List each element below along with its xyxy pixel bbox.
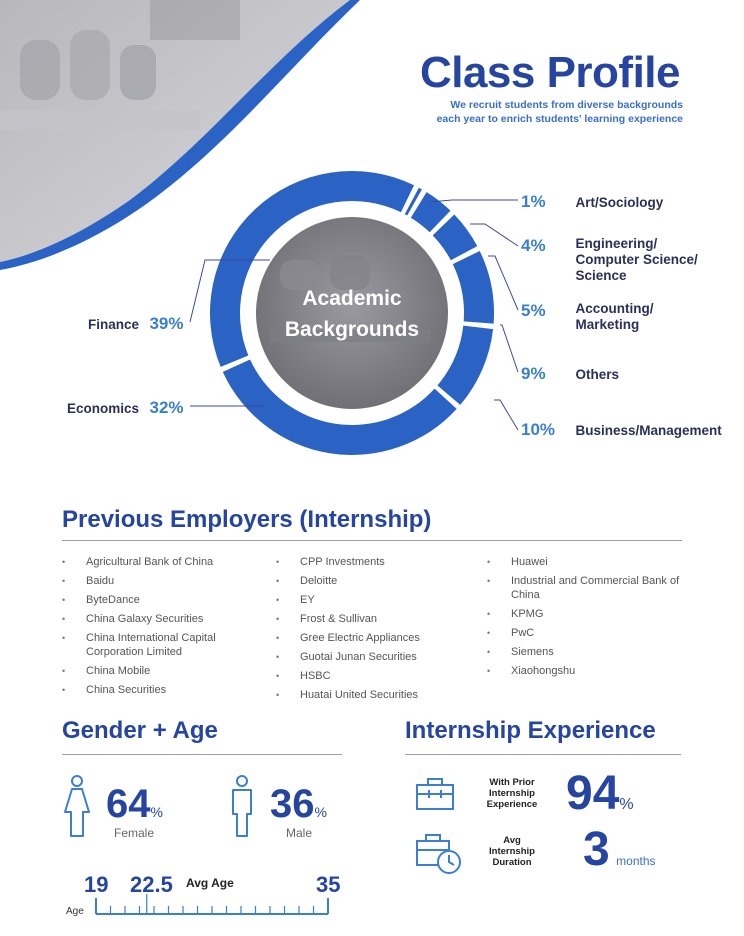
age-avg: 22.5 [130,872,173,897]
label-line: Internship [489,846,535,857]
label-line: Avg [503,835,521,846]
employers-title: Previous Employers (Internship) [62,506,432,533]
employer-item: • PwC [487,626,687,640]
category-line: Science [575,268,627,283]
pct-value: 5% [521,301,546,320]
pct-value: 32% [149,398,184,417]
donut-segment [437,326,493,405]
page-title: Class Profile [419,48,680,97]
page-subtitle [380,98,683,126]
internship-title: Internship Experience [405,717,656,744]
employer-item: • Deloitte [276,574,476,588]
age-axis-label: Age [66,906,84,917]
label-art-sociology [521,192,663,212]
category-name: Finance [88,317,140,332]
employers-column-1 [62,555,262,702]
employer-item: • Industrial and Commercial Bank of China [487,574,687,602]
internship-divider [405,754,681,755]
employer-item: • China Securities [62,683,262,697]
pct-value: 1% [521,192,546,211]
male-percent: 36 [270,782,315,826]
label-engineering [521,236,698,284]
employer-item: • China Mobile [62,664,262,678]
employer-item: • HSBC [276,669,476,683]
category-line: Accounting/ [575,301,654,316]
percent-sign: % [150,804,163,820]
label-business [521,420,722,440]
label-others [521,364,619,384]
duration-unit: months [616,854,656,868]
label-accounting [521,301,653,333]
gender-age-title: Gender + Age [62,717,218,744]
duration-label [472,835,552,868]
age-max: 35 [316,872,341,897]
female-percent: 64 [106,782,151,826]
female-stat [106,784,163,824]
pct-value: 4% [521,236,546,255]
employer-item: • Huatai United Securities [276,688,476,702]
employer-item: • CPP Investments [276,555,476,569]
prior-experience-stat [566,767,634,820]
employer-item: • China Galaxy Securities [62,612,262,626]
employer-item: • China International Capital Corporation Limited [62,631,262,659]
category-name [575,301,653,333]
employer-item: • Baidu [62,574,262,588]
category-name: Art/Sociology [575,195,664,210]
category-name: Others [575,367,619,382]
percent-sign: % [314,804,327,820]
employer-item: • Xiaohongshu [487,664,687,678]
employer-item: • Frost & Sullivan [276,612,476,626]
pct-value: 39% [149,314,184,333]
label-line: With Prior [489,777,535,788]
briefcase-icon [415,776,455,812]
center-photo [256,217,448,409]
employer-item: • Huawei [487,555,687,569]
category-name: Economics [67,401,140,416]
donut-center-line1: Academic [302,287,402,310]
male-icon [228,774,256,838]
employers-column-3 [487,555,687,683]
employer-item: • Gree Electric Appliances [276,631,476,645]
category-name: Business/Management [575,423,722,438]
pct-value: 10% [521,420,556,439]
employers-divider [62,540,682,541]
employer-item: • KPMG [487,607,687,621]
label-line: Internship [489,788,535,799]
employer-item: • Siemens [487,645,687,659]
briefcase-clock-icon [415,832,463,876]
female-label: Female [114,826,155,840]
employer-item: • EY [276,593,476,607]
label-line: Duration [492,857,532,868]
employers-column-2 [276,555,476,707]
prior-percent: 94 [566,767,620,820]
gender-age-divider [62,754,342,755]
percent-sign: % [619,796,634,813]
duration-number: 3 [583,823,610,876]
male-stat [270,784,327,824]
subtitle-line: We recruit students from diverse backgrounds [450,99,683,111]
pct-value: 9% [521,364,546,383]
label-line: Experience [486,799,538,810]
employer-item: • Guotai Junan Securities [276,650,476,664]
subtitle-line: each year to enrich students' learning experience [436,113,683,125]
category-line: Marketing [575,317,640,332]
duration-stat [583,823,656,876]
prior-experience-label [472,777,552,810]
donut-segment [453,251,494,324]
age-min: 19 [84,872,109,897]
male-label: Male [286,826,313,840]
female-icon [62,774,92,838]
donut-center-line2: Backgrounds [284,318,420,341]
avg-age-label: Avg Age [186,876,234,890]
age-scale [94,894,334,918]
category-name [575,236,697,284]
label-finance [88,314,184,334]
label-economics [67,398,184,418]
employer-item: • Agricultural Bank of China [62,555,262,569]
category-line: Engineering/ [575,236,658,251]
employer-item: • ByteDance [62,593,262,607]
category-line: Computer Science/ [575,252,698,267]
